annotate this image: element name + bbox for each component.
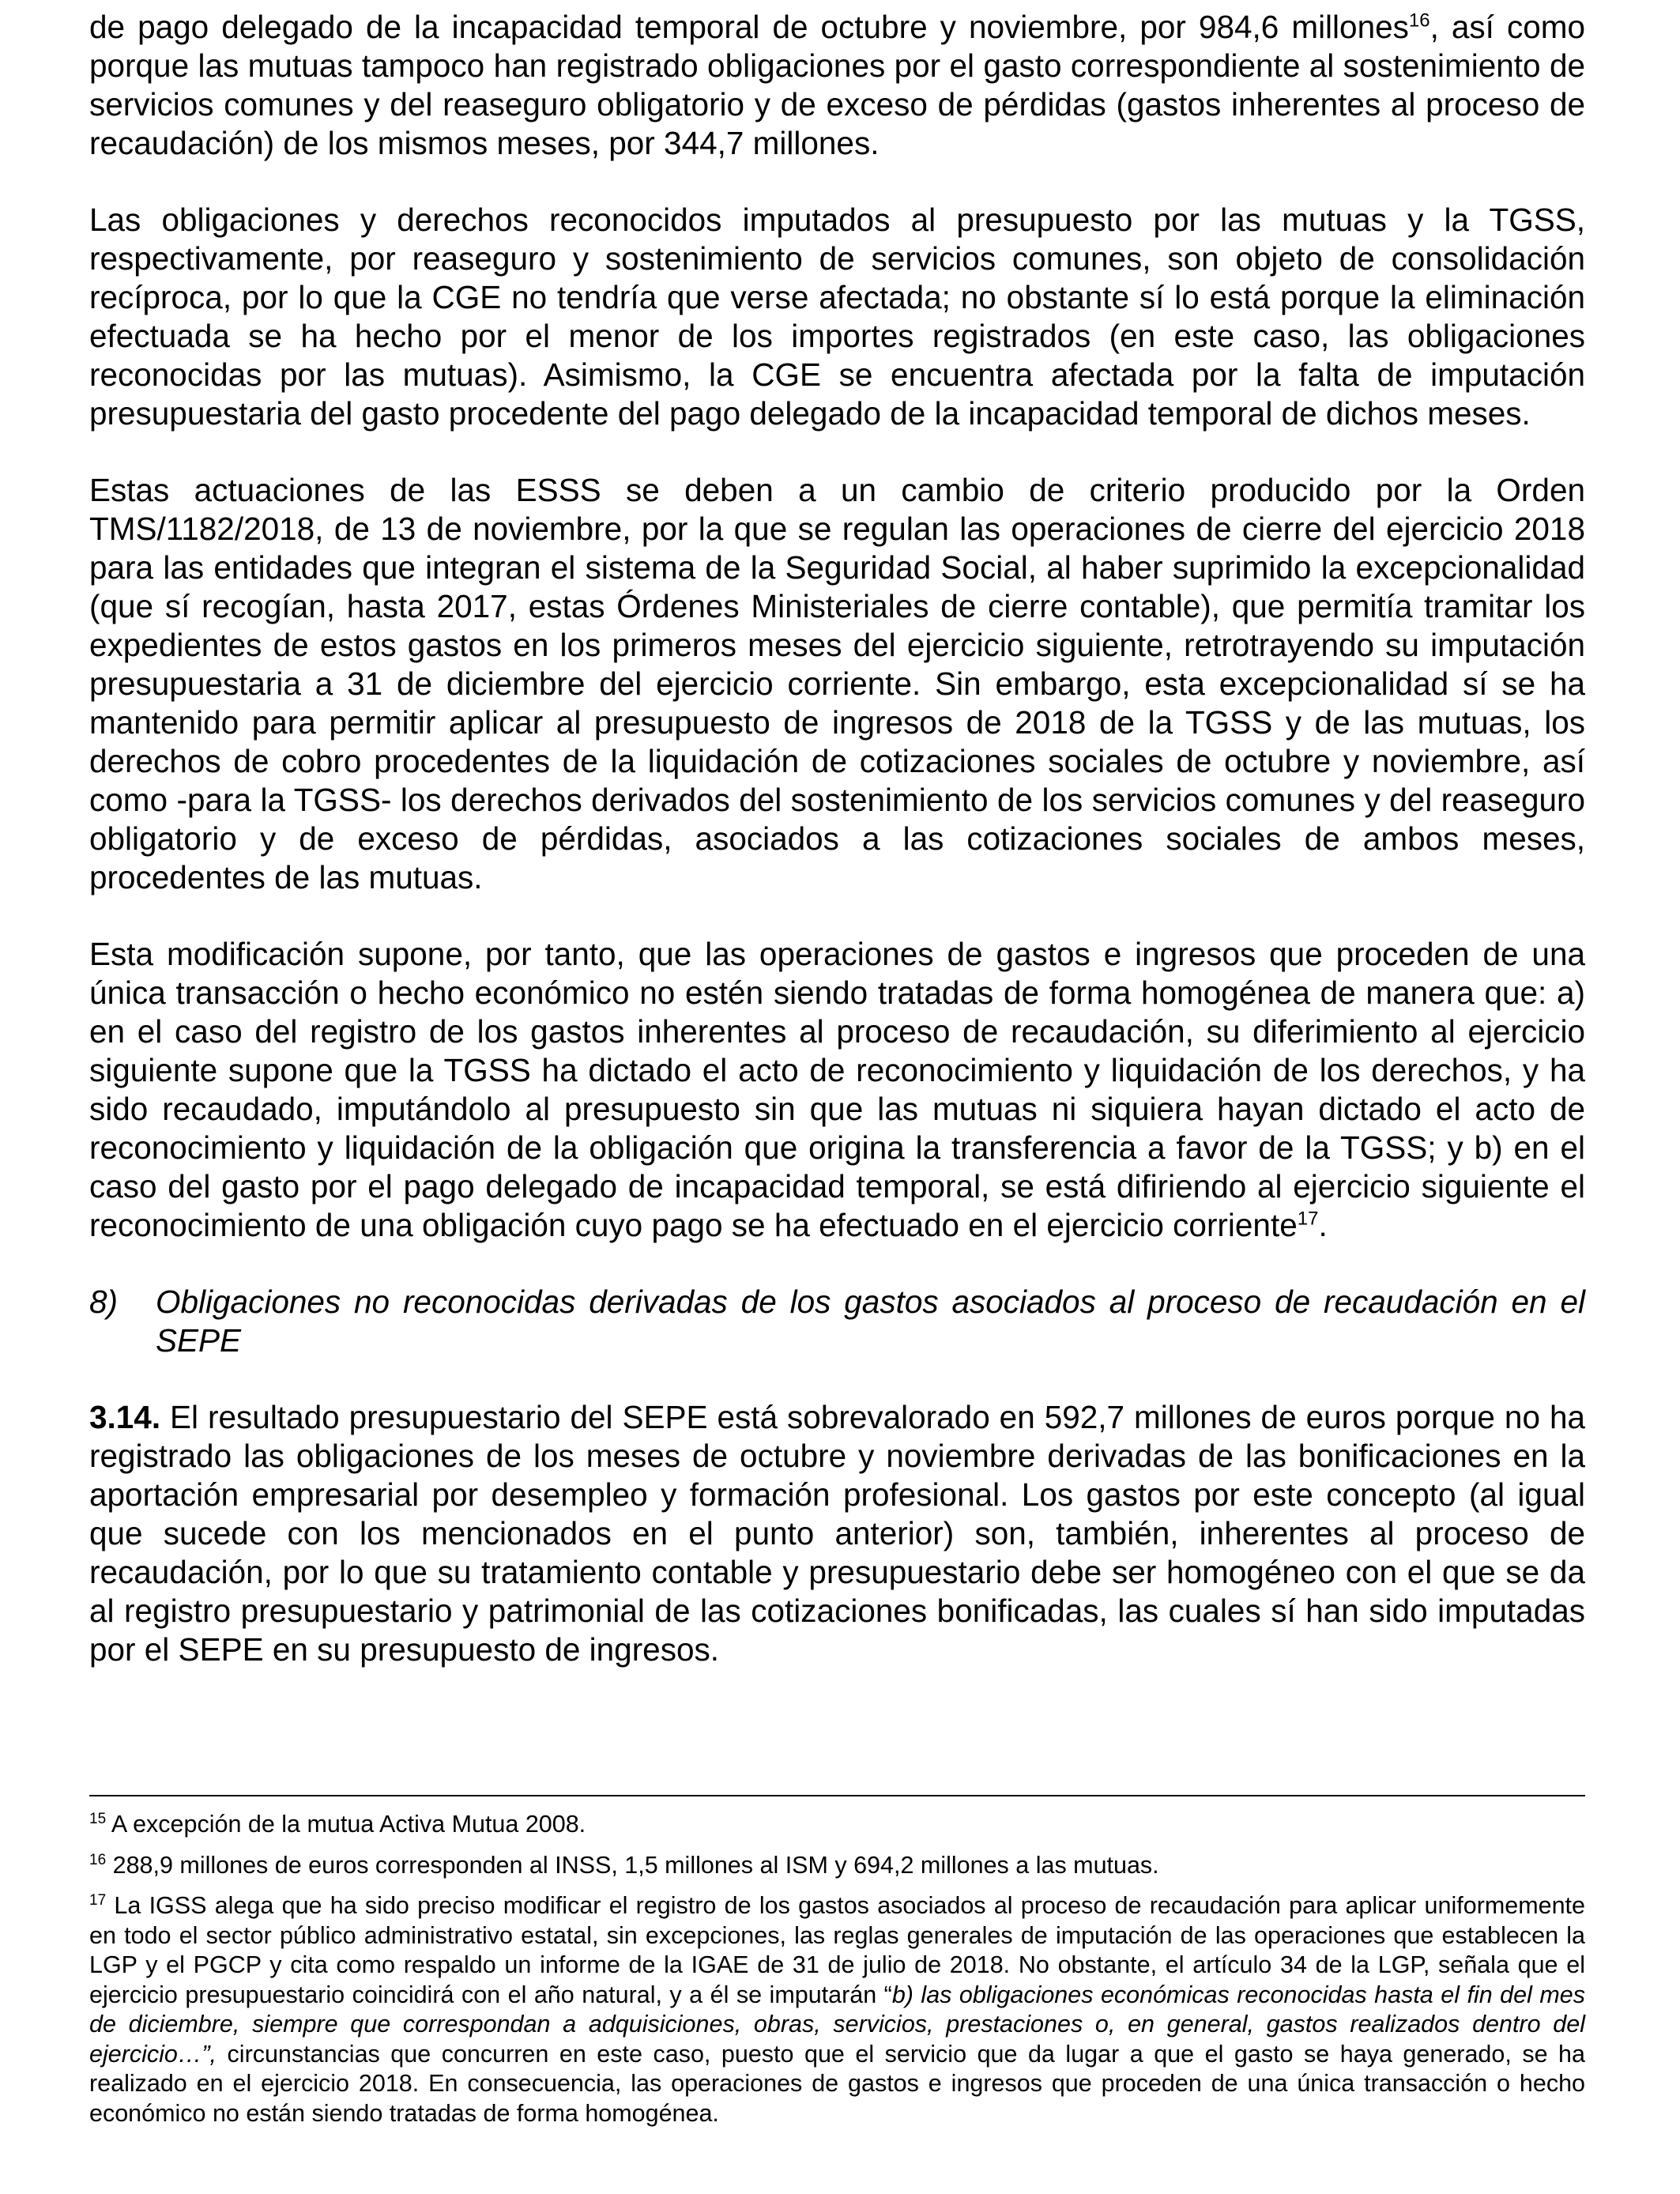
section-heading-8	[89, 1283, 1585, 1360]
paragraph-1	[89, 8, 1585, 163]
section-heading-number: 8)	[89, 1284, 119, 1320]
footnote-17-text-b: circunstancias que concurren en este caso, puesto que el servicio que da lugar a que el gasto se haya generado, se ha realizado en el ejercicio 2018. En consecuencia, las operaciones de gastos e ingresos que proceden de una única transacción o hecho económico no están siendo tratadas de forma homogénea.	[89, 2040, 1585, 2127]
paragraph-3-14	[89, 1398, 1585, 1669]
footnote-15-text: A excepción de la mutua Activa Mutua 2008.	[106, 1811, 586, 1838]
footnote-15-number: 15	[89, 1810, 107, 1827]
footnote-17	[89, 1891, 1585, 2128]
paragraph-4-text-b: .	[1318, 1207, 1328, 1243]
footnote-15	[89, 1810, 1585, 1840]
paragraph-1-text-b: , así como porque las mutuas tampoco han registrado obligaciones por el gasto correspondiente al sostenimiento de servicios comunes y del reaseguro obligatorio y de exceso de pérdidas (gastos inherentes al proceso de recaudación) de los mismos meses, por 344,7 millones.	[89, 9, 1585, 161]
document-body	[89, 0, 1585, 1707]
footnote-ref-17[interactable]: 17	[1297, 1208, 1319, 1230]
paragraph-3: Estas actuaciones de las ESSS se deben a un cambio de criterio producido por la Orden TMS/1182/2018, de 13 de noviembre, por la que se regulan las operaciones de cierre del ejercicio 2018 para las entidades que integran el sistema de la Seguridad Social, al haber suprimido la excepcionalidad (que sí recogían, hasta 2017, estas Órdenes Ministeriales de cierre contable), que permitía tramitar los expedientes de estos gastos en los primeros meses del ejercicio siguiente, retrotrayendo su imputación presupuestaria a 31 de diciembre del ejercicio corriente. Sin embargo, esta excepcionalidad sí se ha mantenido para permitir aplicar al presupuesto de ingresos de 2018 de la TGSS y de las mutuas, los derechos de cobro procedentes de la liquidación de cotizaciones sociales de octubre y noviembre, así como -para la TGSS- los derechos derivados del sostenimiento de los servicios comunes y del reaseguro obligatorio y de exceso de pérdidas, asociados a las cotizaciones sociales de ambos meses, procedentes de las mutuas.	[89, 472, 1585, 895]
paragraph-4	[89, 935, 1585, 1245]
paragraph-4-text-a: Esta modificación supone, por tanto, que las operaciones de gastos e ingresos que proceden de una única transacción o hecho económico no estén siendo tratadas de forma homogénea de manera que: a) en el caso del registro de los gastos inherentes al proceso de recaudación, su diferimiento al ejercicio siguiente supone que la TGSS ha dictado el acto de reconocimiento y liquidación de los derechos, y ha sido recaudado, imputándolo al presupuesto sin que las mutuas ni siquiera hayan dictado el acto de reconocimiento y liquidación de la obligación que origina la transferencia a favor de la TGSS; y b) en el caso del gasto por el pago delegado de incapacidad temporal, se está difiriendo al ejercicio siguiente el reconocimiento de una obligación cuyo pago se ha efectuado en el ejercicio corriente	[89, 936, 1585, 1243]
paragraph-3-14-text: El resultado presupuestario del SEPE está sobrevalorado en 592,7 millones de euros porque no ha registrado las obligaciones de los meses de octubre y noviembre derivadas de las bonificaciones en la aportación empresarial por desempleo y formación profesional. Los gastos por este concepto (al igual que sucede con los mencionados en el punto anterior) son, también, inherentes al proceso de recaudación, por lo que su tratamiento contable y presupuestario debe ser homogéneo con el que se da al registro presupuestario y patrimonial de las cotizaciones bonificadas, las cuales sí han sido imputadas por el SEPE en su presupuesto de ingresos.	[89, 1399, 1585, 1668]
footnote-17-quote: b) las obligaciones económicas reconocidas hasta el fin del mes de diciembre, siempre que correspondan a adquisiciones, obras, servicios, prestaciones o, en general, gastos realizados dentro del ejercicio…”,	[89, 1981, 1585, 2068]
footnote-16	[89, 1851, 1585, 1881]
footnote-divider	[89, 1795, 1585, 1796]
paragraph-number-label: 3.14.	[89, 1399, 161, 1435]
section-heading-text: Obligaciones no reconocidas derivadas de los gastos asociados al proceso de recaudación en el SEPE	[156, 1284, 1585, 1359]
footnote-16-number: 16	[89, 1851, 107, 1868]
footnote-17-text-a: La IGSS alega que ha sido preciso modificar el registro de los gastos asociados al proceso de recaudación para aplicar uniformemente en todo el sector público administrativo estatal, sin excepciones, las reglas generales de imputación de las operaciones que establecen la LGP y el PGCP y cita como respaldo un informe de la IGAE de 31 de julio de 2018. No obstante, el artículo 34 de la LGP, señala que el ejercicio presupuestario coincidirá con el año natural, y a él se imputarán “	[89, 1892, 1585, 2008]
paragraph-2: Las obligaciones y derechos reconocidos imputados al presupuesto por las mutuas y la TGSS, respectivamente, por reaseguro y sostenimiento de servicios comunes, son objeto de consolidación recíproca, por lo que la CGE no tendría que verse afectada; no obstante sí lo está porque la eliminación efectuada se ha hecho por el menor de los importes registrados (en este caso, las obligaciones reconocidas por las mutuas). Asimismo, la CGE se encuentra afectada por la falta de imputación presupuestaria del gasto procedente del pago delegado de la incapacidad temporal de dichos meses.	[89, 202, 1585, 432]
footnote-16-text: 288,9 millones de euros corresponden al INSS, 1,5 millones al ISM y 694,2 millones a las mutuas.	[106, 1851, 1159, 1879]
paragraph-1-text-a: de pago delegado de la incapacidad temporal de octubre y noviembre, por 984,6 millones	[89, 9, 1409, 45]
footnotes	[89, 1810, 1585, 2139]
footnote-ref-16[interactable]: 16	[1408, 9, 1430, 32]
footnote-17-number: 17	[89, 1891, 107, 1909]
